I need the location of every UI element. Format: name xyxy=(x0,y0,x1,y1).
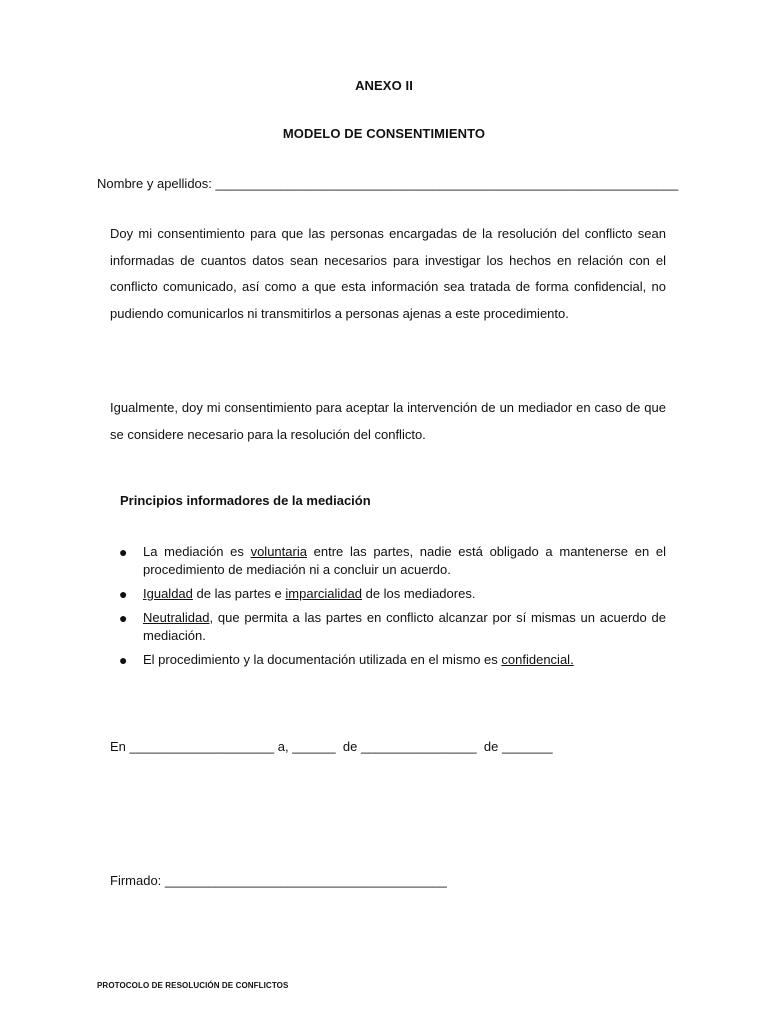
model-title: MODELO DE CONSENTIMIENTO xyxy=(282,126,486,141)
month-blank: ________________ xyxy=(360,739,477,754)
item-text: La mediación es xyxy=(143,544,251,559)
bullet-icon: ● xyxy=(119,652,128,668)
principles-list xyxy=(119,543,667,675)
signature-blank: _______________________________________ xyxy=(164,873,447,888)
date-a-label: a, xyxy=(277,739,289,754)
list-item xyxy=(119,543,667,579)
principles-heading: Principios informadores de la mediación xyxy=(120,493,371,508)
date-en-label: En xyxy=(110,739,126,754)
item-text: , que permita a las partes en conflicto alcanzar por sí mismas un acuerdo de mediación. xyxy=(143,610,666,643)
list-item xyxy=(119,585,666,603)
day-blank: ______ xyxy=(292,739,336,754)
item-text: El procedimiento y la documentación utilizada en el mismo es xyxy=(143,652,502,667)
bullet-icon: ● xyxy=(119,610,128,626)
item-underlined: Igualdad xyxy=(143,586,193,601)
consent-paragraph-1: Doy mi consentimiento para que las personas encargadas de la resolución del conflicto sean informadas de cuantos datos sean necesarios para investigar los hechos en relación con el conflicto comunicado, así como a que esta información sea tratada de forma confidencial, no pudiendo comunicarlos ni transmitirlos a personas ajenas a este procedimiento. xyxy=(110,226,666,321)
date-de-label: de xyxy=(483,739,499,754)
annex-title: ANEXO II xyxy=(355,78,413,93)
bullet-icon: ● xyxy=(119,586,128,602)
consent-paragraph-2: Igualmente, doy mi consentimiento para aceptar la intervención de un mediador en caso de que se considere necesario para la resolución del conflicto. xyxy=(110,400,666,442)
list-item xyxy=(119,651,666,669)
place-blank: ____________________ xyxy=(129,739,275,754)
item-text: de las partes e xyxy=(192,586,286,601)
page-footer: PROTOCOLO DE RESOLUCIÓN DE CONFLICTOS xyxy=(97,981,289,990)
item-underlined: Neutralidad xyxy=(143,610,210,625)
signature-label: Firmado: xyxy=(110,873,162,888)
name-label: Nombre y apellidos: xyxy=(97,176,212,191)
name-row xyxy=(97,176,678,192)
date-de-label: de xyxy=(342,739,358,754)
item-underlined: voluntaria xyxy=(250,544,307,559)
item-text: entre las partes, nadie está obligado a mantenerse en el procedimiento de mediación ni a concluir un acuerdo. xyxy=(143,544,667,577)
list-item xyxy=(119,609,666,645)
date-row xyxy=(110,739,553,755)
signature-row xyxy=(110,873,447,889)
bullet-icon: ● xyxy=(119,544,128,560)
name-blank: ________________________________________________________________ xyxy=(215,176,679,191)
item-text: de los mediadores. xyxy=(361,586,476,601)
item-underlined: imparcialidad xyxy=(285,586,362,601)
item-underlined: confidencial. xyxy=(501,652,574,667)
year-blank: _______ xyxy=(501,739,553,754)
